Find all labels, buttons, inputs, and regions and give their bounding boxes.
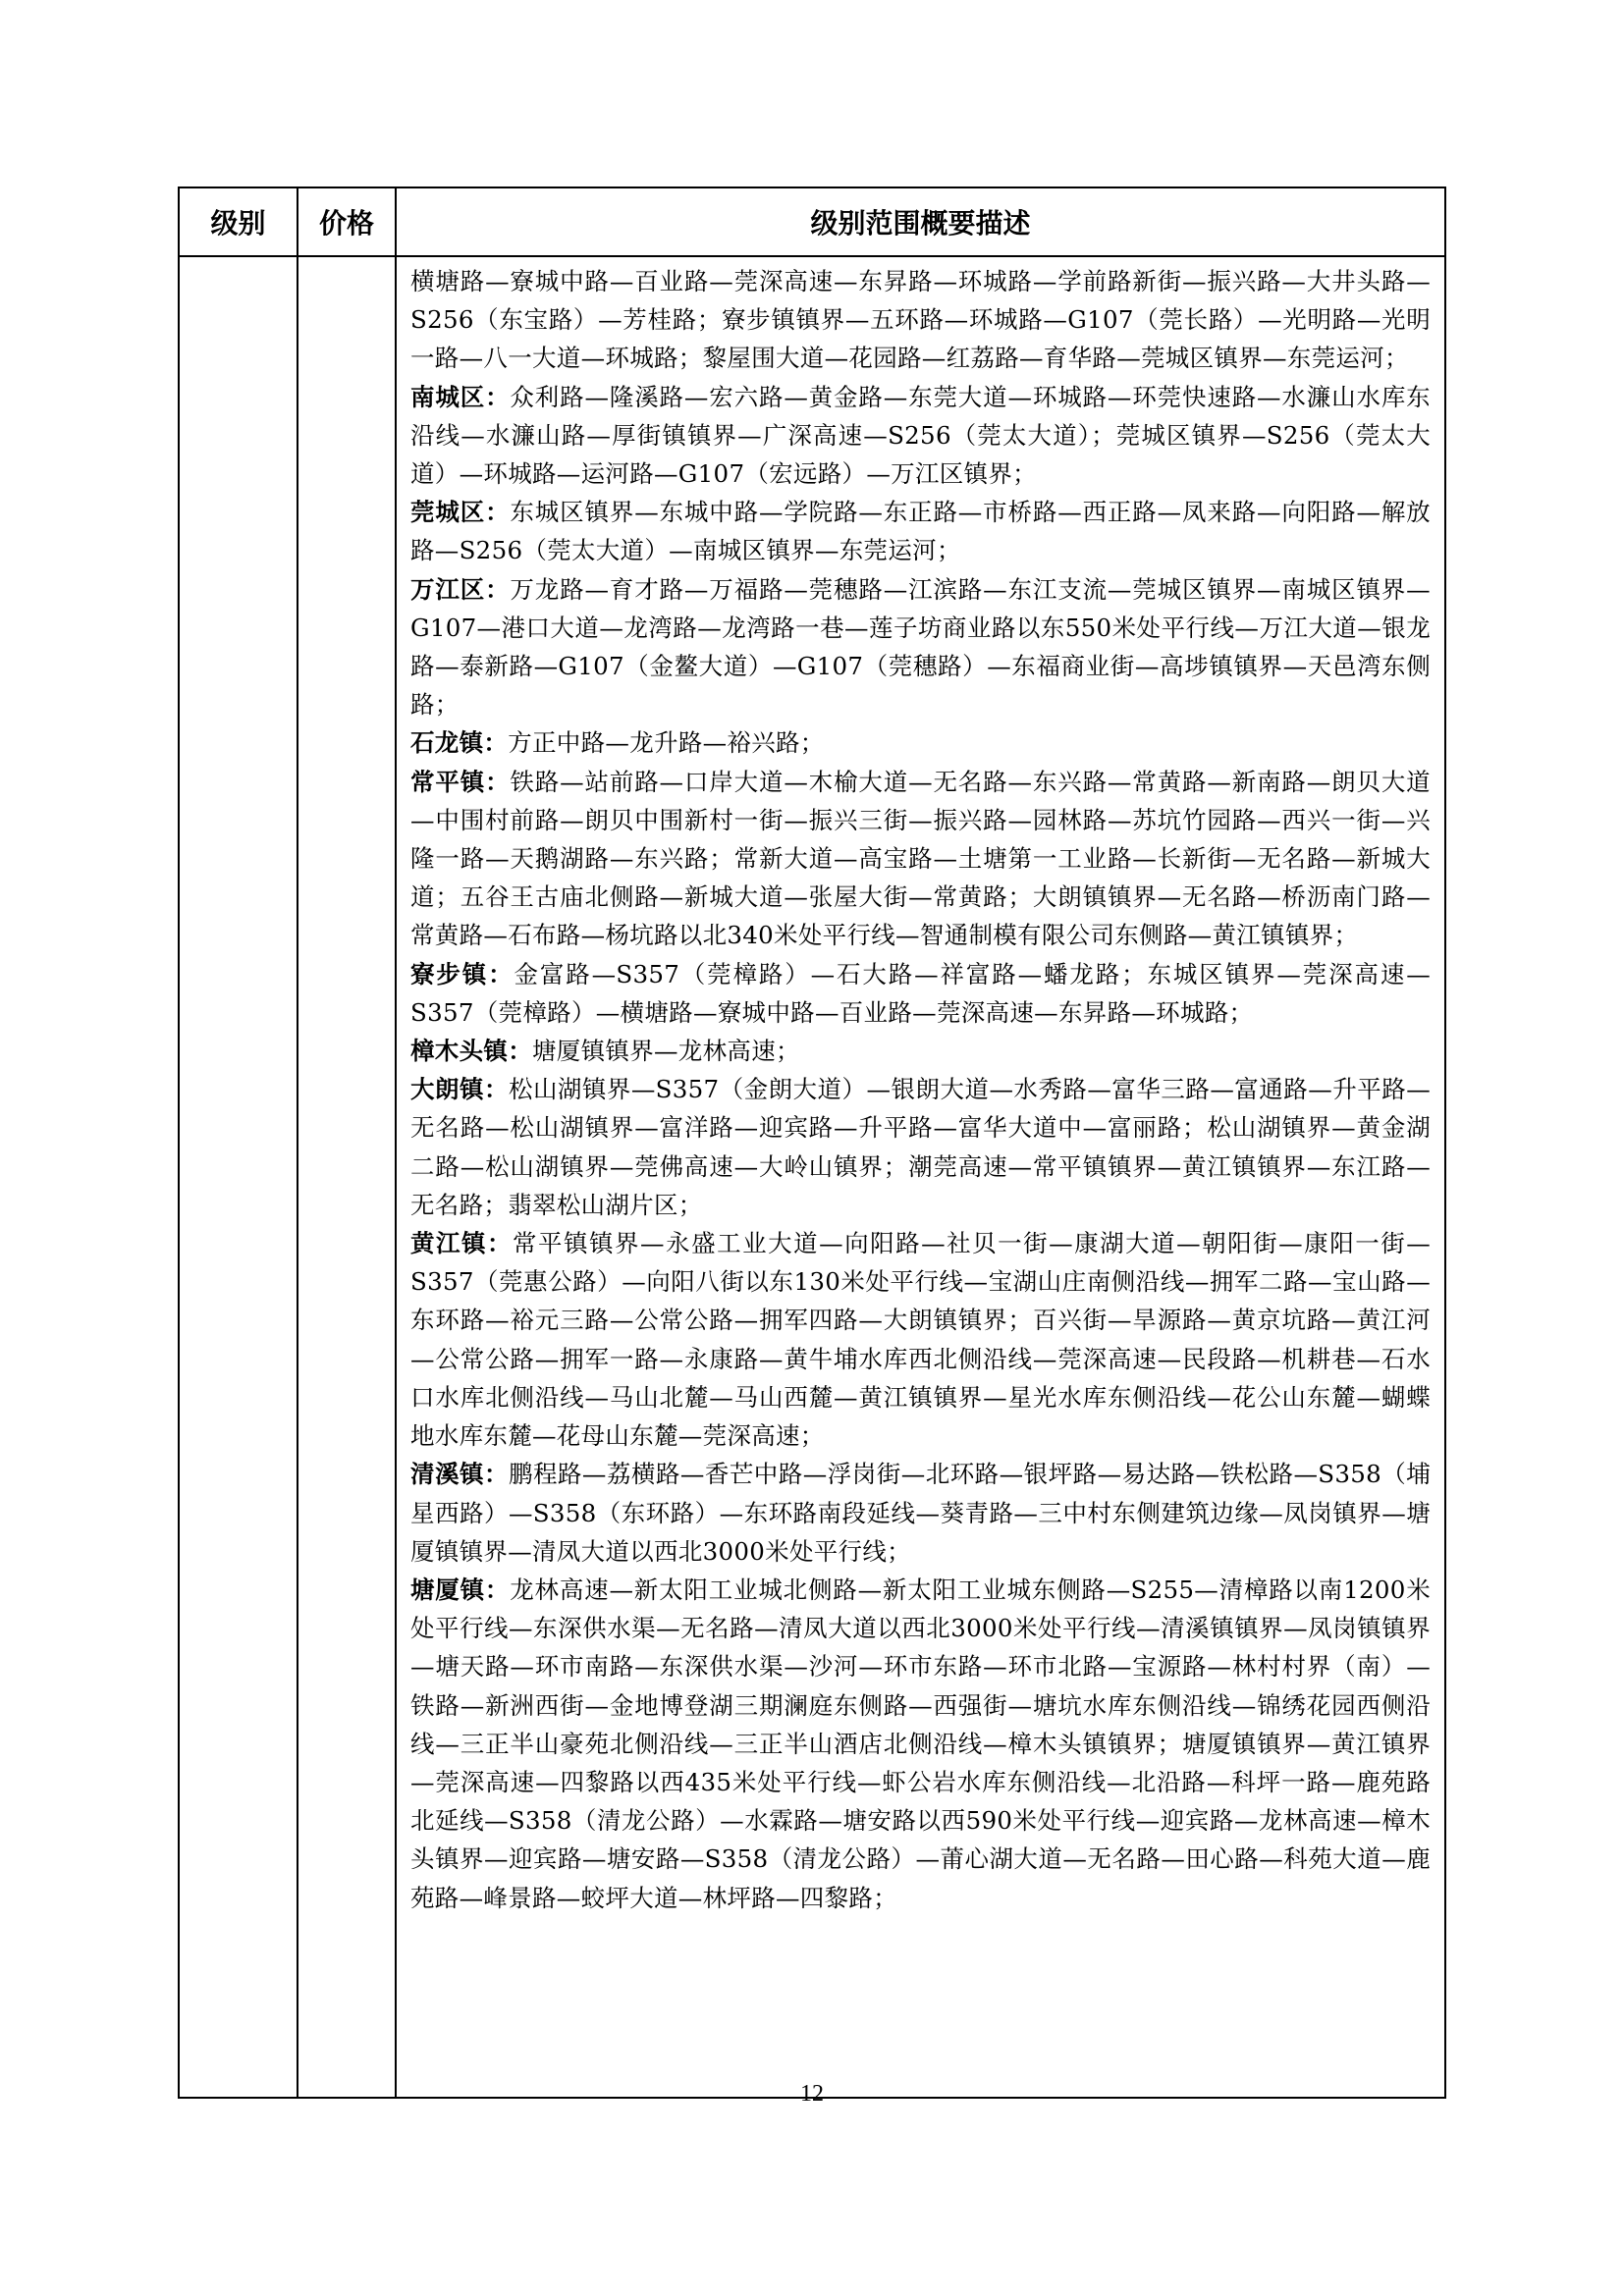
description-paragraph-zhangmutou: [410, 1032, 1431, 1070]
district-name: 寮步镇：: [410, 959, 514, 988]
paragraph-text: 铁路—站前路—口岸大道—木榆大道—无名路—东兴路—常黄路—新南路—朗贝大道—中围村前路—朗贝中围新村一街—振兴三街—振兴路—园林路—苏坑竹园路—西兴一街—兴隆一路—天鹅湖路—东兴路；常新大道—高宝路—土塘第一工业路—长新街—无名路—新城大道；五谷王古庙北侧路—新城大道—张屋大街—常黄路；大朗镇镇界—无名路—桥沥南门路—常黄路—石布路—杨坑路以北340米处平行线—智通制模有限公司东侧路—黄江镇镇界；: [410, 767, 1431, 950]
description-paragraph-guancheng: [410, 493, 1431, 569]
paragraph-text: 万龙路—育才路—万福路—莞穗路—江滨路—东江支流—莞城区镇界—南城区镇界—G107—港口大道—龙湾路—龙湾路一巷—莲子坊商业路以东550米处平行线—万江大道—银龙路—泰新路—G107（金鳌大道）—G107（莞穗路）—东福商业街—高埗镇镇界—天邑湾东侧路；: [410, 574, 1431, 720]
land-price-level-table: [178, 187, 1446, 2099]
page-number: 12: [800, 2081, 824, 2107]
district-name: 黄江镇：: [410, 1229, 514, 1258]
district-name: 莞城区：: [410, 498, 511, 527]
description-paragraph-shilong: [410, 723, 1431, 762]
paragraph-text: 东城区镇界—东城中路—学院路—东正路—市桥路—西正路—凤来路—向阳路—解放路—S256（莞太大道）—南城区镇界—东莞运河；: [410, 498, 1431, 565]
header-price: 价格: [298, 187, 396, 256]
description-paragraph-liaobu: [410, 955, 1431, 1032]
description-cell: [396, 256, 1445, 2098]
paragraph-text: 常平镇镇界—永盛工业大道—向阳路—社贝一街—康湖大道—朝阳街—康阳一街—S357（莞惠公路）—向阳八街以东130米处平行线—宝湖山庄南侧沿线—拥军二路—宝山路—东环路—裕元三路—公常公路—拥军四路—大朗镇镇界；百兴街—旱源路—黄京坑路—黄江河—公常公路—拥军一路—永康路—黄牛埔水库西北侧沿线—莞深高速—民段路—机耕巷—石水口水库北侧沿线—马山北麓—马山西麓—黄江镇镇界—星光水库东侧沿线—花公山东麓—蝴蝶地水库东麓—花母山东麓—莞深高速；: [410, 1229, 1432, 1451]
level-cell: [179, 256, 298, 2098]
paragraph-text: 金富路—S357（莞樟路）—石大路—祥富路—蟠龙路；东城区镇界—莞深高速—S357（莞樟路）—横塘路—寮城中路—百业路—莞深高速—东昇路—环城路；: [410, 959, 1431, 1027]
price-cell: [298, 256, 396, 2098]
paragraph-text: 鹏程路—荔横路—香芒中路—浮岗街—北环路—银坪路—易达路—铁松路—S358（埔星西路）—S358（东环路）—东环路南段延线—葵青路—三中村东侧建筑边缘—凤岗镇界—塘厦镇镇界—清凤大道以西北3000米处平行线；: [410, 1460, 1432, 1566]
table-header-row: [179, 187, 1445, 256]
district-name: 石龙镇：: [410, 728, 509, 758]
paragraph-text: 横塘路—寮城中路—百业路—莞深高速—东昇路—环城路—学前路新街—振兴路—大井头路—S256（东宝路）—芳桂路；寮步镇镇界—五环路—环城路—G107（莞长路）—光明路—光明一路—八一大道—环城路；黎屋围大道—花园路—红荔路—育华路—莞城区镇界—东莞运河；: [410, 267, 1431, 373]
paragraph-text: 塘厦镇镇界—龙林高速；: [532, 1037, 800, 1066]
description-paragraph-qingxi: [410, 1455, 1431, 1571]
district-name: 塘厦镇：: [410, 1575, 511, 1604]
table-row: [179, 256, 1445, 2098]
description-paragraph-changping: [410, 763, 1431, 955]
description-paragraph-dalang: [410, 1070, 1431, 1224]
district-name: 常平镇：: [410, 767, 511, 796]
district-name: 清溪镇：: [410, 1460, 509, 1489]
paragraph-text: 松山湖镇界—S357（金朗大道）—银朗大道—水秀路—富华三路—富通路—升平路—无名路—松山湖镇界—富洋路—迎宾路—升平路—富华大道中—富丽路；松山湖镇界—黄金湖二路—松山湖镇界—莞佛高速—大岭山镇界；潮莞高速—常平镇镇界—黄江镇镇界—东江路—无名路；翡翠松山湖片区；: [410, 1075, 1432, 1219]
description-paragraph-huangjiang: [410, 1224, 1431, 1455]
description-paragraph-tangxia: [410, 1571, 1431, 1917]
district-name: 南城区：: [410, 382, 511, 411]
paragraph-text: 龙林高速—新太阳工业城北侧路—新太阳工业城东侧路—S255—清樟路以南1200米处平行线—东深供水渠—无名路—清凤大道以西北3000米处平行线—清溪镇镇界—凤岗镇镇界—塘天路—环市南路—东深供水渠—沙河—环市东路—环市北路—宝源路—林村村界（南）—铁路—新洲西街—金地博登湖三期澜庭东侧路—西强街—塘坑水库东侧沿线—锦绣花园西侧沿线—三正半山豪苑北侧沿线—三正半山酒店北侧沿线—樟木头镇镇界；塘厦镇镇界—黄江镇界—莞深高速—四黎路以西435米处平行线—虾公岩水库东侧沿线—北沿路—科坪一路—鹿苑路北延线—S358（清龙公路）—水霖路—塘安路以西590米处平行线—迎宾路—龙林高速—樟木头镇界—迎宾路—塘安路—S358（清龙公路）—莆心湖大道—无名路—田心路—科苑大道—鹿苑路—峰景路—蛟坪大道—林坪路—四黎路；: [410, 1575, 1431, 1912]
header-level: 级别: [179, 187, 298, 256]
description-paragraph-continuation: [410, 262, 1431, 378]
paragraph-text: 众利路—隆溪路—宏六路—黄金路—东莞大道—环城路—环莞快速路—水濂山水库东沿线—水濂山路—厚街镇镇界—广深高速—S256（莞太大道）；莞城区镇界—S256（莞太大道）—环城路—运河路—G107（宏远路）—万江区镇界；: [410, 382, 1431, 489]
district-name: 大朗镇：: [410, 1075, 509, 1104]
description-paragraph-nancheng: [410, 378, 1431, 494]
district-name: 万江区：: [410, 574, 511, 604]
paragraph-text: 方正中路—龙升路—裕兴路；: [508, 728, 825, 758]
description-paragraph-wanjiang: [410, 570, 1431, 724]
header-description: 级别范围概要描述: [396, 187, 1445, 256]
district-name: 樟木头镇：: [410, 1037, 532, 1066]
